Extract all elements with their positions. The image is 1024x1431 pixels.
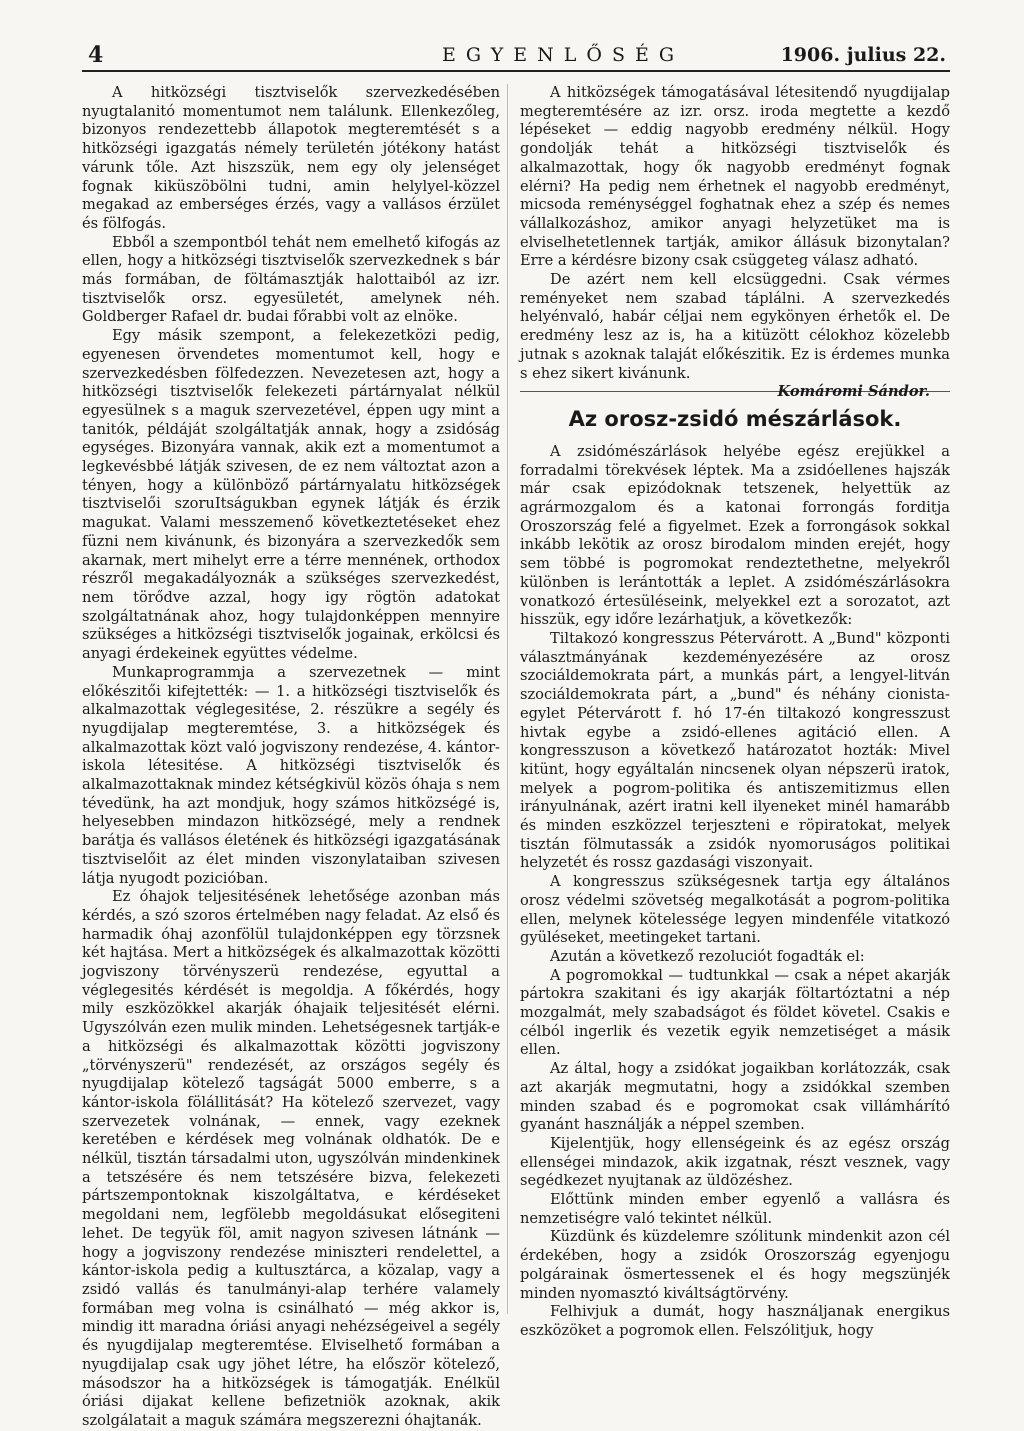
- paragraph: Egy másik szempont, a felekezetközi pedig, egyenesen örvendetes momentumot kell, hogy e szervezkedésben fölfedezzen. Nevezetesen azt, hogy a hitközségi tisztviselők felekezeti pártárnyalat nélkül egyesülnek s a maguk szervezetével, éppen ugy mint a tanitók, példáját szolgáltatják annak, hogy a zsidóság egységes. Bizonyára vannak, akik ezt a momentumot a legkevésbbé látják szivesen, de ez nem változtat azon a tényen, hogy a különböző pártárnyalatu hitközségek tisztviselői szoruItságukban egynek látják és érzik magukat. Valami messzemenő következtetéseket ehez füzni nem kivánunk, és bizonyára a szervezkedők sem akarnak, mert mihelyt erre a térre mennének, orthodox részről megakadályoznák a szükséges szervezkedést, nem törődve azzal, hogy igy rögtön adatokat szolgáltatnának ahoz, hogy tulajdonképpen mennyire szükséges a hitközségi tisztviselők jogainak, erkölcsi és anyagi érdekeinek együttes védelme.: [82, 327, 500, 663]
- paragraph: A pogromokkal — tudtunkkal — csak a népet akarják pártokra szakitani és igy akarják föltartóztatni a nép mozgalmát, mely szabadságot és földet követel. Csakis e célból ingerlik és vezetik egyik nemzetiséget a másik ellen.: [520, 966, 950, 1059]
- paragraph: Tiltakozó kongresszus Pétervárott. A „Bund" központi választmányának kezdeményezésére az orosz szociáldemokrata párt, a munkás párt, a lengyel-litván szociáldemokrata párt, a „bund" és néhány cionista-egylet Pétervárott f. hó 17-én tiltakozó kongresszust hivtak egybe a zsidó-ellenes agitáció ellen. A kongresszuson a következő határozatot hozták: Mivel kitünt, hogy egyáltalán nincsenek olyan népszerü iratok, melyek a pogrom-politika és antiszemitizmus ellen irányulnának, azért iratni kell ilyeneket minél hamarább és minden eszközzel terjeszteni e röpiratokat, melyek tisztán fölmutassák a zsidók nyomoruságos politikai helyzetét és rossz gazdasági viszonyait.: [520, 629, 950, 872]
- paragraph: A zsidómészárlások helyébe egész erejükkel a forradalmi törekvések léptek. Ma a zsidóellenes hajszák már csak epizódoknak tetszenek, helyettük az agrármozgalom és a katonai forrongás forditja Oroszország felé a figyelmet. Ezek a forrongások sokkal inkább lekötik az orosz birodalom minden erejét, hogy sem többé is pogromokat rendeztethetne, melyekről különben is lerántották a leplet. A zsidómészárlásokra vonatkozó értesüléseink, melyekkel ezt a sorozatot, azt hisszük, egy időre lezárhatjuk, a következők:: [520, 442, 950, 629]
- paragraph: Felhivjuk a dumát, hogy használjanak energikus eszközöket a pogromok ellen. Felszólitjuk, hogy: [520, 1303, 950, 1339]
- paragraph: Ebből a szempontból tehát nem emelhető kifogás az ellen, hogy a hitközségi tisztviselők szervezkednek s bár más formában, de föltámasztják halottaiból az izr. tisztviselők orsz. egyesületét, amelynek néh. Goldberger Rafael dr. budai főrabbi volt az elnöke.: [82, 233, 500, 326]
- paragraph: Kijelentjük, hogy ellenségeink és az egész ország ellenségei mindazok, akik izgatnak, részt vesznek, vagy segédkezet nyujtanak az üldözéshez.: [520, 1134, 950, 1190]
- paragraph: Ez óhajok teljesitésének lehetősége azonban más kérdés, a szó szoros értelmében nagy feladat. Az első és harmadik óhaj azonfölül tulajdonképpen egy törzsnek két hajtása. Mert a hitközségek és alkalmazottak közötti jogviszony törvényszerü rendezése, egyuttal a véglegesités kérdését is megoldja. A főkérdés, hogy mily eszközökkel akarják óhajaik teljesitését elérni. Ugyszólván ezen mulik minden. Lehetségesnek tartják-e a hitközségi és alkalmazottak közötti jogviszony „törvényszerü" rendezését, az országos segély és nyugdijalap kötelező tagságát 5000 emberre, s a kántor-iskola fölállitását? Ha kötelező szervezet, vagy szervezetek volnának, — ennek, vagy ezeknek keretében e kérdések meg volnának oldhatók. De e nélkül, tisztán társadalmi uton, ugyszólván mindenkinek a tetszésére és nem tetszésére bizva, felekezeti pártszempontoknak kiszolgáltatva, e kérdéseket megoldani nem, legfölebb megoldásukat elősegiteni lehet. De tegyük föl, amit nagyon szivesen látnánk — hogy a jogviszony rendezése miniszteri rendelettel, a kántor-iskola pedig a kultusztárca, a közalap, vagy a zsidó vallás és tanulmányi-alap terhére valamely formában meg volna is csinálható — még akkor is, mindig itt maradna óriási anyagi nehézségeivel a segély és nyugdijalap megteremtése. Elviselhető formában a nyugdijalap csak ugy jöhet létre, ha először kötelező, másodszor ha a hitközségek is támogatják. Enélkül óriási dijakat kellene befizetniök azoknak, akik szolgálatait a maguk számára megszerezni óhajtanák.: [82, 888, 500, 1429]
- left-column: [82, 84, 500, 1429]
- paragraph: De azért nem kell elcsüggedni. Csak vérmes reményeket nem szabad táplálni. A szervezkedés helyénvaló, habár céljai nem egykönyen érhetők el. De eredmény lesz az is, ha a kitüzött célokhoz közelebb jutnak s azoknak talaját előkészitik. Ez is érdemes munka s ehez sikert kivánunk.: [520, 271, 950, 382]
- paragraph: A kongresszus szükségesnek tartja egy általános orosz védelmi szövetség megalkotását a pogrom-politika ellen, melynek kötelessége legyen mindenféle vitatkozó gyüléseket, meetingeket tartani.: [520, 873, 950, 947]
- column-divider: [507, 84, 508, 1314]
- page-number: 4: [88, 42, 104, 68]
- paragraph: Munkaprogrammja a szervezetnek — mint előkészitői kifejtették: — 1. a hitközségi tisztviselők és alkalmazottak véglegesitése, 2. részükre a segély és nyugdijalap megteremtése, 3. a hitközségek és alkalmazottak közt való jogviszony rendezése, 4. kántor-iskola létesitése. A hitközségi tisztviselők és alkalmazottaknak mindez kétségkivül közös óhaja s nem tévedünk, ha azt mondjuk, hogy számos hitközségé is, helyesebben mindazon hitközségé, mely a rendnek barátja és vallásos életének és hitközségi igazgatásának tisztviselőit az élet minden viszonylataiban szivesen látja nyugodt pozicióban.: [82, 663, 500, 887]
- right-column: [520, 84, 950, 1339]
- issue-date: 1906. julius 22.: [780, 44, 946, 66]
- paragraph: Előttünk minden ember egyenlő a vallásra és nemzetiségre való tekintet nélkül.: [520, 1191, 950, 1227]
- paragraph: Azután a következő rezoluciót fogadták el:: [550, 947, 865, 965]
- paragraph: Küzdünk és küzdelemre szólitunk mindenkit azon cél érdekében, hogy a zsidók Oroszország egyenjogu polgárainak ösmertessenek el és hogy megszünjék minden nyomasztó kiváltságtörvény.: [520, 1228, 950, 1302]
- article-title: Az orosz-zsidó mészárlások.: [568, 407, 902, 432]
- page-header: [82, 40, 950, 72]
- masthead: EGYENLŐSÉG: [442, 44, 685, 66]
- paragraph: A hitközségek támogatásával létesitendő nyugdijalap megteremtésére az izr. orsz. iroda megtette a kezdő lépéseket — eddig nagyobb eredmény nélkül. Hogy gondolják tehát a hitközségi tisztviselők és alkalmazottak, hogy ők nagyobb eredményt fognak elérni? Ha pedig nem érhetnek el nagyobb eredményt, micsoda reménységgel foghatnak ehez a szép és nemes vállalkozáshoz, amikor anyagi helyzetüket ma is elviselhetetlennek tartják, amikor állásuk bizonytalan? Erre a kérdésre bizony csak csüggeteg válasz adható.: [520, 84, 950, 270]
- paragraph: Az által, hogy a zsidókat jogaikban korlátozzák, csak azt akarják megmutatni, hogy a zsidókkal szemben minden szabad és e pogromokat csak villámhárító gyanánt használják a néppel szemben.: [520, 1060, 950, 1134]
- paragraph: A hitközségi tisztviselők szervezkedésében nyugtalanitó momentumot nem találunk. Ellenkezőleg, bizonyos rendezettebb állapotok megteremtését s a hitközségi igazgatás némely területén jótékony hatást várunk tőle. Azt hiszszük, nem egy oly jelenséget fognak kiküszöbölni tudni, amin helylyel-közzel megakad az emberséges érzés, vagy a vallásos érzület és fölfogás.: [82, 84, 500, 232]
- author-signature: Komáromi Sándor.: [777, 383, 930, 401]
